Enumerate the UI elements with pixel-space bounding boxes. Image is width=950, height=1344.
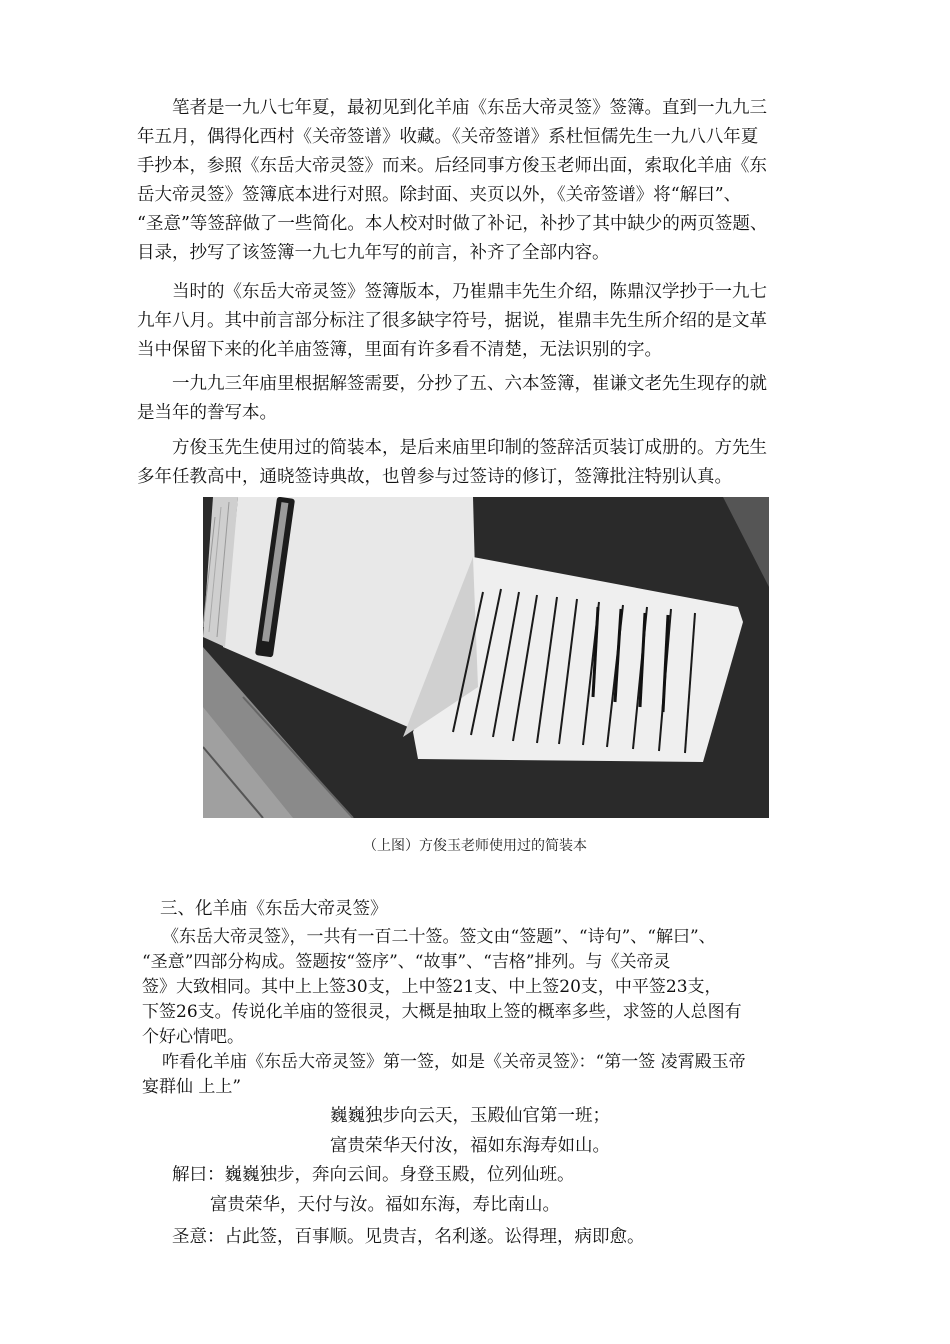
interpretation-shengyi: 圣意：占此签，百事顺。见贵吉，名利遂。讼得理，病即愈。: [172, 1227, 645, 1247]
text-line: 年五月，偶得化西村《关帝签谱》收藏。《关帝签谱》系杜恒儒先生一九八八年夏: [137, 127, 759, 147]
notebook-photo: [203, 497, 769, 818]
text-line: 当中保留下来的化羊庙签簿，里面有许多看不清楚，无法识别的字。: [137, 340, 662, 360]
paragraph-1: [137, 94, 837, 268]
paragraph-4: [137, 434, 837, 492]
text-line: 个好心情吧。: [142, 1027, 244, 1047]
paragraph-6: [142, 1050, 842, 1100]
text-line: 下签26支。传说化羊庙的签很灵，大概是抽取上签的概率多些，求签的人总图有: [142, 1002, 742, 1022]
text-line: 一九九三年庙里根据解签需要，分抄了五、六本签簿，崔谦文老先生现存的就: [172, 374, 767, 394]
text-line: 岳大帝灵签》签簿底本进行对照。除封面、夹页以外，《关帝签谱》将“解曰”、: [137, 185, 742, 205]
poem-line-2: 富贵荣华天付汝，福如东海寿如山。: [330, 1136, 610, 1156]
text-line: 当时的《东岳大帝灵签》签簿版本，乃崔鼎丰先生介绍，陈鼎汉学抄于一九七: [172, 282, 767, 302]
interpretation-jieyue-2: 富贵荣华，天付与汝。福如东海，寿比南山。: [210, 1195, 560, 1215]
interpretation-jieyue-1: 解曰：巍巍独步，奔向云间。身登玉殿，位列仙班。: [172, 1165, 575, 1185]
section-heading: 三、化羊庙《东岳大帝灵签》: [160, 899, 388, 919]
text-line: 方俊玉先生使用过的简装本，是后来庙里印制的签辞活页装订成册的。方先生: [172, 438, 767, 458]
photo-caption: （上图）方俊玉老师使用过的简装本: [363, 838, 587, 854]
paragraph-3: [137, 370, 837, 428]
text-line: “圣意”等签辞做了一些简化。本人校对时做了补记，补抄了其中缺少的两页签题、: [137, 214, 768, 234]
text-line: 笔者是一九八七年夏，最初见到化羊庙《东岳大帝灵签》签簿。直到一九九三: [172, 98, 767, 118]
paragraph-5: [142, 925, 842, 1050]
text-line: 目录，抄写了该签簿一九七九年写的前言，补齐了全部内容。: [137, 243, 610, 263]
text-line: 手抄本，参照《东岳大帝灵签》而来。后经同事方俊玉老师出面，索取化羊庙《东: [137, 156, 767, 176]
text-line: “圣意”四部分构成。签题按“签序”、“故事”、“吉格”排列。与《关帝灵: [142, 952, 671, 972]
paragraph-2: [137, 278, 837, 365]
text-line: 是当年的誊写本。: [137, 403, 277, 423]
text-line: 咋看化羊庙《东岳大帝灵签》第一签，如是《关帝灵签》：“第一签 凌霄殿玉帝: [162, 1052, 746, 1072]
notebook-photo-illustration: [203, 497, 769, 818]
text-line: 《东岳大帝灵签》，一共有一百二十签。签文由“签题”、“诗句”、“解曰”、: [162, 927, 716, 947]
text-line: 宴群仙 上上”: [142, 1077, 242, 1097]
text-line: 签》大致相同。其中上上签30支，上中签21支、中上签20支，中平签23支，: [142, 977, 722, 997]
text-line: 九年八月。其中前言部分标注了很多缺字符号，据说，崔鼎丰先生所介绍的是文革: [137, 311, 767, 331]
text-line: 多年任教高中，通晓签诗典故，也曾参与过签诗的修订，签簿批注特别认真。: [137, 467, 732, 487]
poem-line-1: 巍巍独步向云天，玉殿仙官第一班；: [330, 1106, 610, 1126]
